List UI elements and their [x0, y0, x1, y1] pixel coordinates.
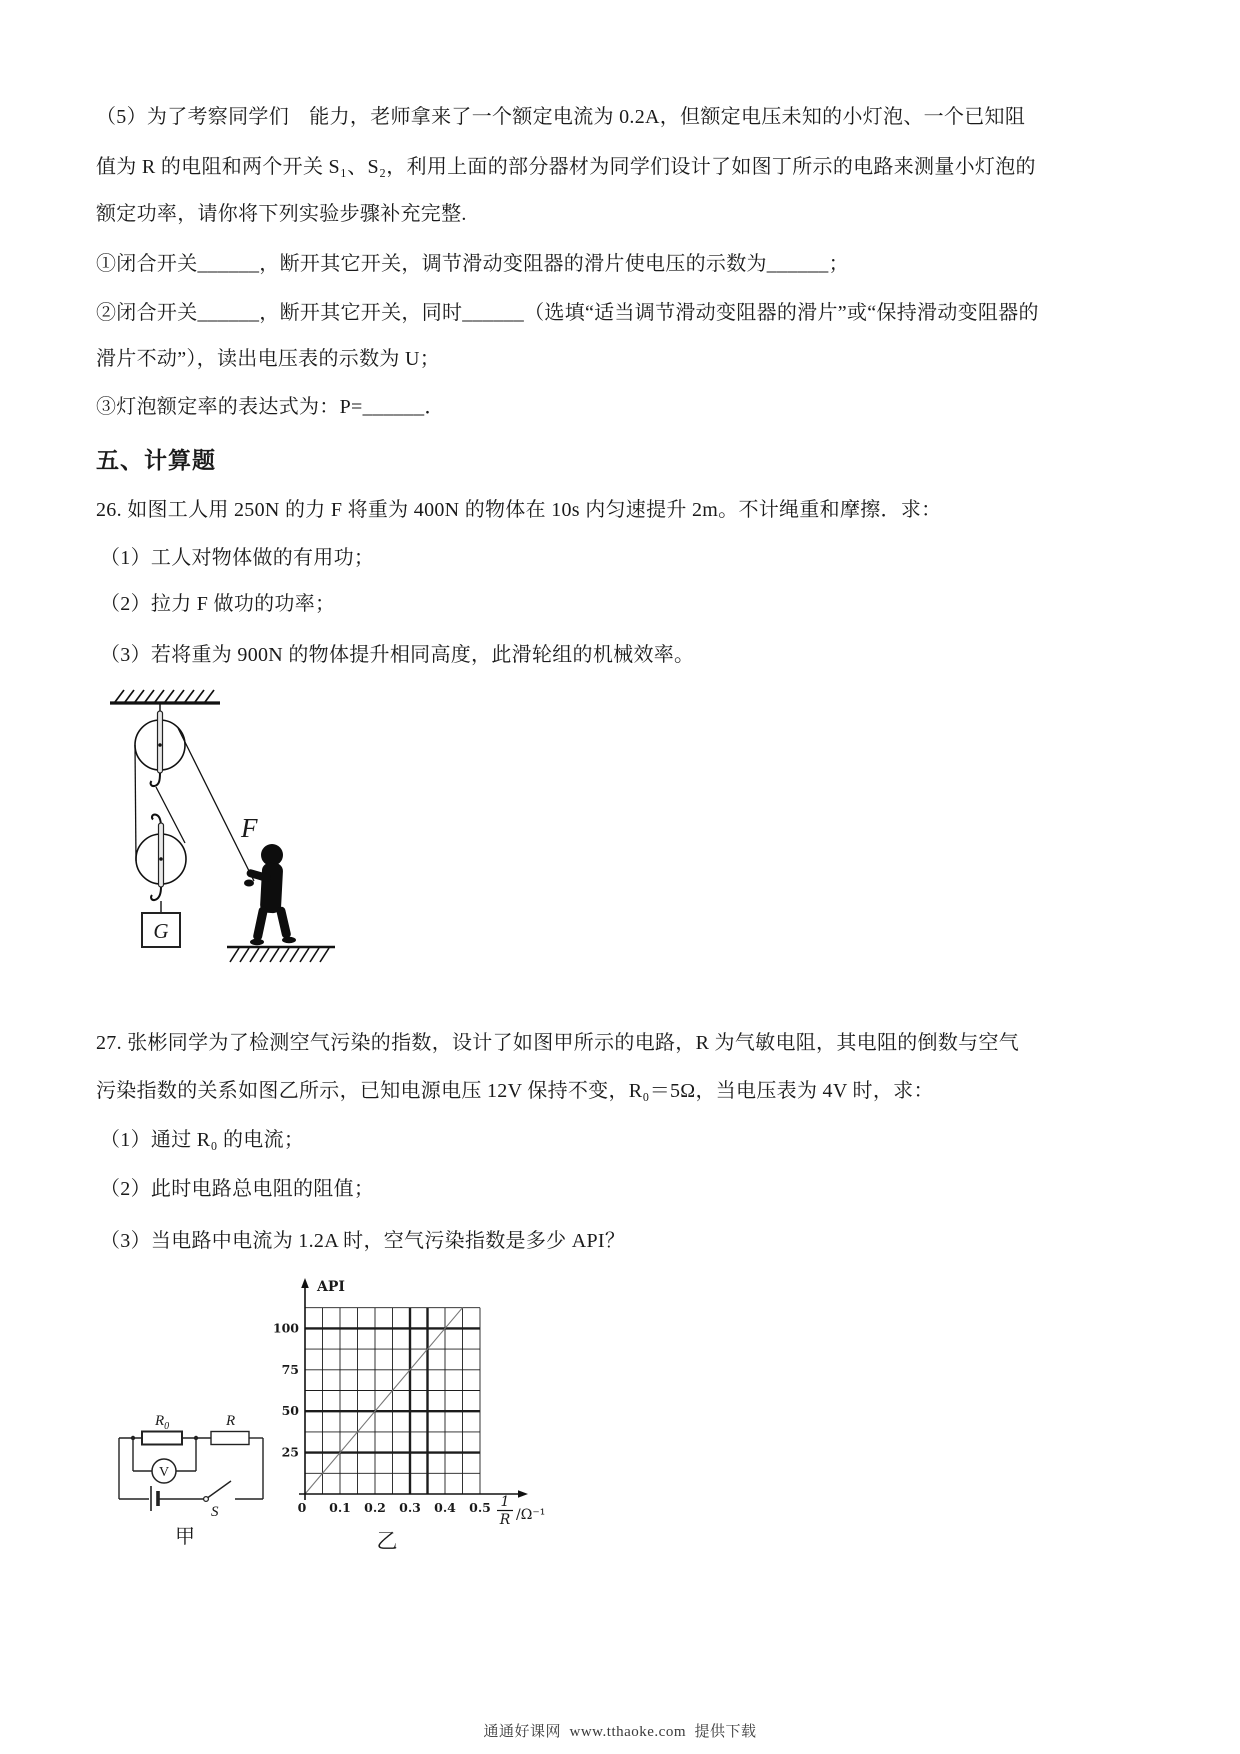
section-title: 五、计算题 — [96, 448, 216, 473]
y-tick-100: 100 — [272, 1320, 299, 1336]
q26-stem: 26. 如图工人用 250N 的力 F 将重为 400N 的物体在 10s 内匀速提升 2m。不计绳重和摩擦．求： — [96, 499, 942, 521]
switch-label: S — [211, 1504, 219, 1520]
graph-caption: 乙 — [376, 1529, 398, 1553]
x-axis-frac-den: R — [499, 1512, 511, 1528]
q26-item-1: （1）工人对物体做的有用功； — [100, 547, 375, 569]
pulley-figure — [95, 685, 355, 980]
r-label: R — [226, 1413, 236, 1429]
circuit-caption: 甲 — [175, 1526, 195, 1548]
resistor-r0 — [142, 1432, 182, 1445]
q5-line-3: 额定功率，请你将下列实验步骤补充完整. — [96, 203, 467, 225]
y-tick-50: 50 — [281, 1403, 299, 1419]
y-tick-75: 75 — [281, 1361, 299, 1377]
chart-data-line — [305, 1308, 463, 1494]
force-label: F — [241, 813, 258, 843]
ceiling — [110, 690, 220, 703]
fixed-pulley — [135, 703, 185, 786]
weight-box — [142, 913, 180, 947]
voltmeter-label: V — [158, 1465, 170, 1480]
q5-line-1: （5）为了考察同学们 能力，老师拿来了一个额定电流为 0.2A，但额定电压未知的小灯泡、一个已知阻 — [96, 106, 1026, 128]
y-axis-arrow — [301, 1278, 309, 1288]
q27-item-2: （2）此时电路总电阻的阻值； — [100, 1178, 375, 1200]
r0-label: $R_0$ — [155, 1413, 170, 1432]
x-tick-01: 0.1 — [329, 1500, 351, 1515]
q27-item-1: （1）通过 R₀ 的电流； — [100, 1129, 305, 1151]
x-axis-frac-num: 1 — [500, 1494, 510, 1510]
x-axis-arrow — [518, 1490, 528, 1498]
x-tick-04: 0.4 — [434, 1500, 456, 1515]
y-tick-labels — [273, 1320, 299, 1459]
footer-credit: 通通好课网 www.tthaoke.com 提供下载 — [483, 1724, 757, 1740]
x-tick-labels — [298, 1500, 491, 1515]
circuit-figure — [105, 1410, 280, 1550]
battery — [151, 1486, 158, 1511]
resistor-r — [211, 1432, 249, 1445]
person-silhouette — [244, 844, 296, 945]
weight-label: G — [153, 919, 169, 943]
y-axis-title: API — [317, 1279, 345, 1295]
x-axis-title — [497, 1494, 545, 1528]
q5-step-2-cont: 滑片不动”），读出电压表的示数为 U； — [96, 348, 441, 370]
x-tick-05: 0.5 — [469, 1500, 491, 1515]
q5-step-2: ②闭合开关______，断开其它开关，同时______（选填“适当调节滑动变阻器的滑片”或“保持滑动变阻器的 — [96, 302, 1039, 324]
q27-stem-1: 27. 张彬同学为了检测空气污染的指数，设计了如图甲所示的电路，R 为气敏电阻，其电阻的倒数与空气 — [96, 1032, 1020, 1054]
y-tick-25: 25 — [281, 1444, 299, 1460]
x-tick-0: 0 — [297, 1500, 307, 1515]
q26-item-2: （2）拉力 F 做功的功率； — [100, 593, 336, 615]
rope — [135, 728, 254, 881]
api-graph — [272, 1272, 547, 1562]
chart-grid — [305, 1308, 480, 1494]
q26-item-3: （3）若将重为 900N 的物体提升相同高度，此滑轮组的机械效率。 — [100, 644, 695, 666]
q5-step-3: ③灯泡额定率的表达式为：P=______． — [96, 396, 445, 418]
x-axis-unit: /Ω⁻¹ — [516, 1507, 546, 1523]
q27-item-3: （3）当电路中电流为 1.2A 时，空气污染指数是多少 API？ — [100, 1230, 626, 1252]
q5-line-2: 值为 R 的电阻和两个开关 S₁、S₂，利用上面的部分器材为同学们设计了如图丁所示的电路来测量小灯泡的 — [96, 156, 1036, 178]
q5-step-1: ①闭合开关______，断开其它开关，调节滑动变阻器的滑片使电压的示数为______； — [96, 253, 849, 275]
q27-stem-2: 污染指数的关系如图乙所示，已知电源电压 12V 保持不变，R₀＝5Ω，当电压表为 4V 时，求： — [96, 1080, 934, 1102]
junction-dot-left — [131, 1436, 135, 1440]
x-tick-03: 0.3 — [399, 1500, 421, 1515]
ground — [227, 947, 335, 962]
junction-dot-right — [194, 1436, 198, 1440]
x-tick-02: 0.2 — [364, 1500, 386, 1515]
wires — [119, 1438, 263, 1499]
switch — [204, 1481, 231, 1501]
